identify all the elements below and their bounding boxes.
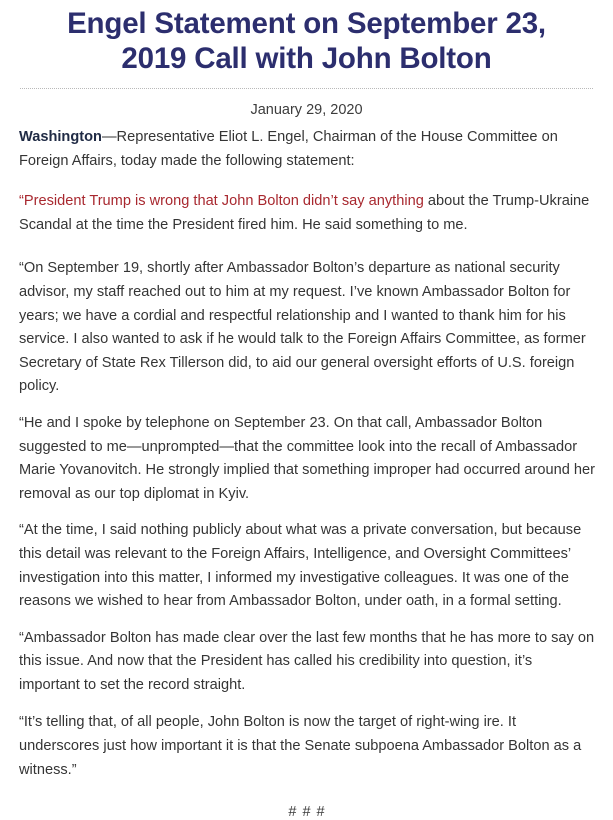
paragraph-quote-3: “He and I spoke by telephone on September 23. On that call, Ambassador Bolton suggested to me—unprompted—that the committee look into the recall of Ambassador Marie Yovanovitch. He strongly implied that something improper had occurred around her removal as our top diplomat in Kyiv.	[19, 414, 595, 502]
paragraph-quote-5: “Ambassador Bolton has made clear over the last few months that he has more to say on this issue. And now that the President has called his credibility into question, it’s important to set the record straight.	[19, 629, 595, 693]
page-title-line-2: 2019 Call with John Bolton	[121, 42, 492, 75]
dateline: Washington	[19, 129, 102, 145]
paragraph-quote-1	[19, 190, 595, 237]
article-body	[0, 126, 613, 820]
paragraph-quote-6: “It’s telling that, of all people, John Bolton is now the target of right-wing ire. It underscores just how important it is that the Senate subpoena Ambassador Bolton as a witness.”	[19, 714, 582, 778]
paragraph-quote-2: “On September 19, shortly after Ambassador Bolton’s departure as national security advisor, my staff reached out to him at my request. I’ve known Ambassador Bolton for years; we have a cordial and respectful relationship and I wanted to thank him for his service. I also wanted to ask if he would talk to the Foreign Affairs Committee, as former Secretary of State Rex Tillerson did, to aid our general oversight efforts of U.S. foreign policy.	[19, 260, 586, 395]
page-title-line-1: Engel Statement on September 23,	[67, 7, 546, 40]
quote-open-mark: “	[19, 193, 24, 210]
intro-text: —Representative Eliot L. Engel, Chairman of the House Committee on Foreign Affairs, today made the following statement:	[19, 129, 558, 169]
paragraph-quote-4: “At the time, I said nothing publicly about what was a private conversation, but because this detail was relevant to the Foreign Affairs, Intelligence, and Oversight Committees’ investigation into this matter, I informed my investigative colleagues. It was one of the reasons we wished to hear from Ambassador Bolton, under oath, in a formal setting.	[19, 522, 582, 610]
title-divider	[20, 88, 593, 89]
end-of-release-mark: # # #	[288, 804, 326, 820]
highlighted-quote: President Trump is wrong that John Bolton didn’t say anything	[23, 193, 424, 210]
quote-1-rest: about the Trump-Ukraine Scandal at the time the President fired him. He said something to me.	[19, 193, 590, 233]
paragraph-intro	[19, 126, 595, 173]
page-title	[0, 0, 613, 76]
release-date: January 29, 2020	[250, 102, 363, 118]
